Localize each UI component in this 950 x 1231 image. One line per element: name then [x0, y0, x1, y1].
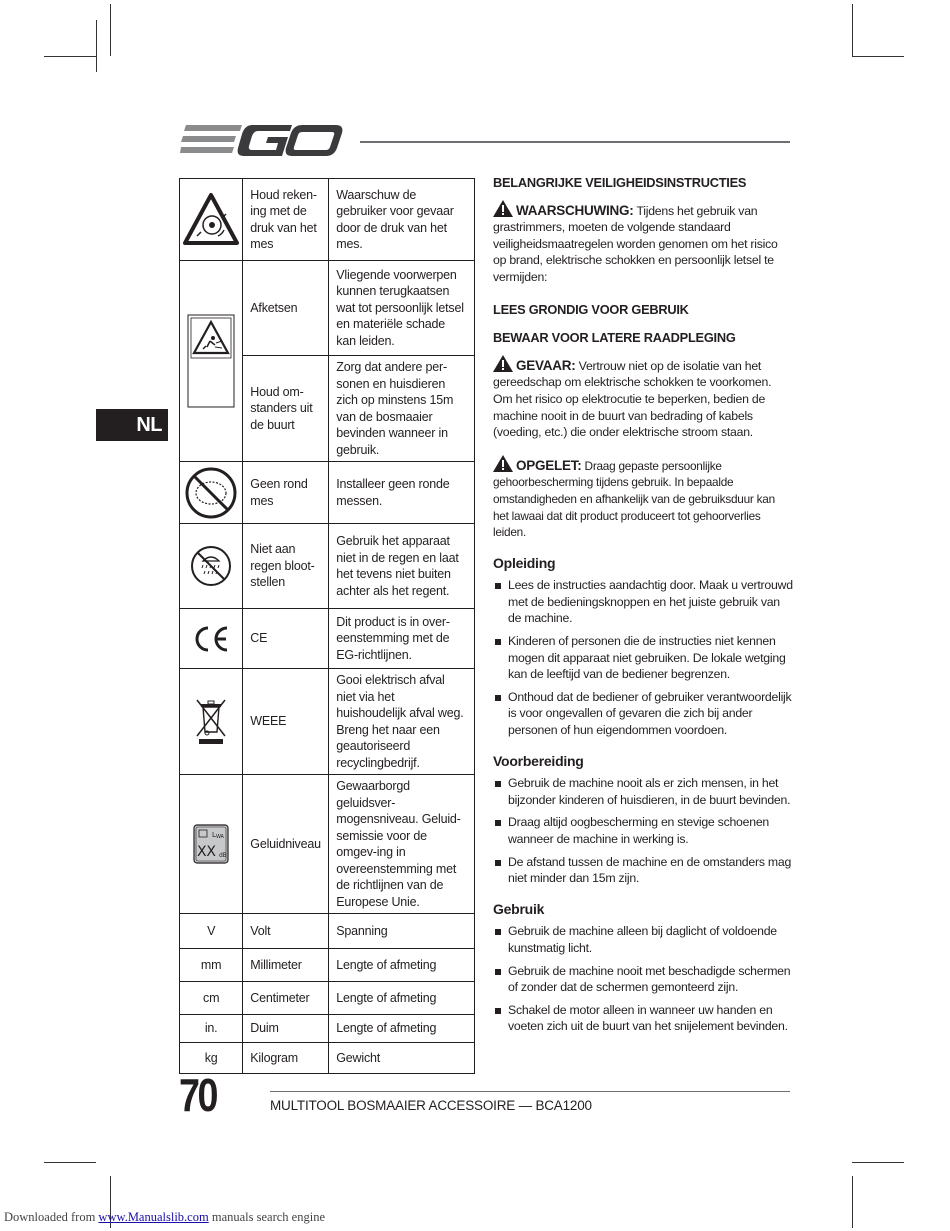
safety-heading: BELANGRIJKE VEILIGHEIDSINSTRUCTIES	[493, 175, 747, 190]
list-item: Onthoud dat de bediener of gebruiker verantwoordelijk is voor ongevallen of gevaren die zich bij ander personen of hun eigendommen voordoen.	[493, 689, 793, 739]
table-row	[180, 1043, 475, 1074]
section-title: Opleiding	[493, 554, 556, 571]
warning-text: Tijdens het gebruik van grastrimmers, moeten de volgende standaard veiligheidsmaatregelen worden genomen om het risico op brand, elektrische schokken en persoonlijk letsel te vermijden:	[493, 203, 778, 284]
symbols-table	[179, 178, 475, 1074]
table-row	[180, 609, 475, 669]
warning-triangle-icon	[493, 355, 513, 372]
download-note	[4, 1210, 325, 1225]
symbol-name: Afketsen	[243, 261, 329, 356]
sound-level-icon	[193, 824, 229, 864]
no-round-blade-icon	[184, 466, 238, 520]
no-rain-icon	[189, 544, 233, 588]
icon-cell	[180, 179, 243, 261]
manualslib-link[interactable]: www.Manualslib.com	[98, 1210, 209, 1224]
warning-triangle-icon	[493, 455, 513, 472]
language-tab: NL	[96, 409, 168, 441]
crop-mark	[44, 56, 96, 57]
svg-text:XX: XX	[197, 844, 216, 860]
symbol-description: Lengte of afmeting	[329, 1015, 475, 1043]
list-item: Draag altijd oogbescherming en stevige schoenen wanneer de machine in werking is.	[493, 814, 793, 847]
crop-mark	[110, 4, 111, 56]
symbol-name: Millimeter	[243, 949, 329, 982]
danger-text: Vertrouw niet op de isolatie van het gereedschap om elektrische schokken te voorkomen. Om het risico op elektrocutie te beperken, bedien de machine nooit in de buurt van bedrading of kabels (voeding, etc.) die onder elektrische stroom staan.	[493, 358, 772, 440]
symbol-name: Geluidniveau	[243, 775, 329, 914]
symbol-description: Waarschuw de gebruiker voor gevaar door de druk van het mes.	[329, 179, 475, 261]
list-item: Lees de instructies aandachtig door. Maak u vertrouwd met de bedieningsknoppen en het juiste gebruik van de machine.	[493, 577, 793, 627]
table-row	[180, 949, 475, 982]
ego-logo	[180, 122, 345, 158]
unit-symbol: cm	[180, 982, 243, 1015]
symbol-description: Dit product is in over-eenstemming met de EG-richtlijnen.	[329, 609, 475, 669]
crop-mark	[44, 1162, 96, 1163]
icon-cell	[180, 609, 243, 669]
table-row	[180, 462, 475, 524]
list-item: Gebruik de machine nooit met beschadigde schermen of zonder dat de schermen gemonteerd zijn.	[493, 963, 793, 996]
thrown-objects-icon	[186, 313, 236, 409]
unit-symbol: V	[180, 914, 243, 949]
symbol-description: Gewicht	[329, 1043, 475, 1074]
symbol-description: Installeer geen ronde messen.	[329, 462, 475, 524]
table-row	[180, 775, 475, 914]
symbol-description: Gebruik het apparaat niet in de regen en laat het tevens niet buiten achter als het regent.	[329, 524, 475, 609]
danger-paragraph	[493, 355, 793, 441]
table-row	[180, 1015, 475, 1043]
icon-cell	[180, 669, 243, 775]
keep-heading: BEWAAR VOOR LATERE RAADPLEGING	[493, 330, 736, 346]
bullet-list	[493, 923, 793, 1035]
unit-symbol: kg	[180, 1043, 243, 1074]
read-heading: LEES GRONDIG VOOR GEBRUIK	[493, 301, 689, 317]
symbol-description: Vliegende voorwerpen kunnen terugkaatsen wat tot persoonlijk letsel en materiële schade kan leiden.	[329, 261, 475, 356]
table-row	[180, 669, 475, 775]
symbol-name: Houd om-standers uit de buurt	[243, 356, 329, 462]
symbol-description: Spanning	[329, 914, 475, 949]
section-title: Voorbereiding	[493, 752, 584, 769]
symbol-description: Gewaarborgd geluidsver-mogensniveau. Geluid-semissie voor de omgev-ing in overeenstemming met de richtlijnen van de Europese Unie.	[329, 775, 475, 914]
list-item: De afstand tussen de machine en de omstanders mag niet minder dan 15m zijn.	[493, 854, 793, 887]
icon-cell	[180, 462, 243, 524]
safety-instructions	[493, 175, 793, 1041]
symbol-name: Geen rond mes	[243, 462, 329, 524]
svg-text:L: L	[212, 831, 216, 839]
icon-cell	[180, 261, 243, 462]
pressure-warning-icon	[182, 192, 240, 248]
svg-text:WA: WA	[216, 834, 224, 840]
symbol-name: Niet aan regen bloot-stellen	[243, 524, 329, 609]
table-row	[180, 982, 475, 1015]
table-row	[180, 179, 475, 261]
download-suffix: manuals search engine	[208, 1210, 325, 1224]
svg-text:dB: dB	[219, 852, 227, 859]
danger-label: GEVAAR:	[516, 357, 576, 373]
symbol-description: Gooi elektrisch afval niet via het huishoudelijk afval weg. Breng het naar een geautoriseerd recyclingbedrijf.	[329, 669, 475, 775]
crop-mark	[852, 1162, 904, 1163]
symbol-name: WEEE	[243, 669, 329, 775]
list-item: Gebruik de machine alleen bij daglicht of voldoende kunstmatig licht.	[493, 923, 793, 956]
list-item: Schakel de motor alleen in wanneer uw handen en voeten zich uit de buurt van het snijelement bevinden.	[493, 1002, 793, 1035]
list-item: Kinderen of personen die de instructies niet kennen mogen dit apparaat niet gebruiken. De lokale wetging kan de leeftijd van de bediener begrenzen.	[493, 633, 793, 683]
header-rule	[360, 141, 790, 143]
warning-paragraph	[493, 200, 793, 286]
symbol-name: Volt	[243, 914, 329, 949]
footer-rule	[270, 1091, 790, 1092]
symbol-name: Kilogram	[243, 1043, 329, 1074]
table-row	[180, 914, 475, 949]
unit-symbol: in.	[180, 1015, 243, 1043]
crop-mark	[852, 1176, 853, 1228]
page-number: 70	[179, 1069, 217, 1121]
symbol-name: CE	[243, 609, 329, 669]
icon-cell	[180, 775, 243, 914]
download-prefix: Downloaded from	[4, 1210, 99, 1224]
section-title: Gebruik	[493, 900, 545, 917]
weee-bin-icon	[194, 698, 228, 746]
symbol-description: Lengte of afmeting	[329, 982, 475, 1015]
unit-symbol: mm	[180, 949, 243, 982]
caution-paragraph	[493, 455, 793, 541]
footer-title: MULTITOOL BOSMAAIER ACCESSOIRE — BCA1200	[270, 1098, 592, 1113]
crop-mark	[852, 56, 904, 57]
bullet-list	[493, 775, 793, 887]
caution-text: Draag gepaste persoonlijke gehoorbescherming tijdens gebruik. In bepaalde omstandigheden en afhankelijk van de gebruiksduur kan het lawaai dat dit product produceert tot gehoorverlies leiden.	[493, 458, 775, 540]
table-row	[180, 261, 475, 356]
bullet-list	[493, 577, 793, 738]
symbol-name: Houd reken-ing met de druk van het mes	[243, 179, 329, 261]
icon-cell	[180, 524, 243, 609]
warning-triangle-icon	[493, 200, 513, 217]
warning-label: WAARSCHUWING:	[516, 202, 634, 218]
crop-mark	[96, 20, 97, 72]
symbol-name: Duim	[243, 1015, 329, 1043]
symbol-description: Lengte of afmeting	[329, 949, 475, 982]
ce-mark-icon	[191, 624, 231, 654]
list-item: Gebruik de machine nooit als er zich mensen, in het bijzonder kinderen of huisdieren, in de buurt bevinden.	[493, 775, 793, 808]
crop-mark	[852, 4, 853, 56]
symbol-name: Centimeter	[243, 982, 329, 1015]
table-row	[180, 524, 475, 609]
symbol-description: Zorg dat andere per-sonen en huisdieren zich op minstens 15m van de bosmaaier bevinden wanneer in gebruik.	[329, 356, 475, 462]
caution-label: OPGELET:	[516, 457, 582, 473]
